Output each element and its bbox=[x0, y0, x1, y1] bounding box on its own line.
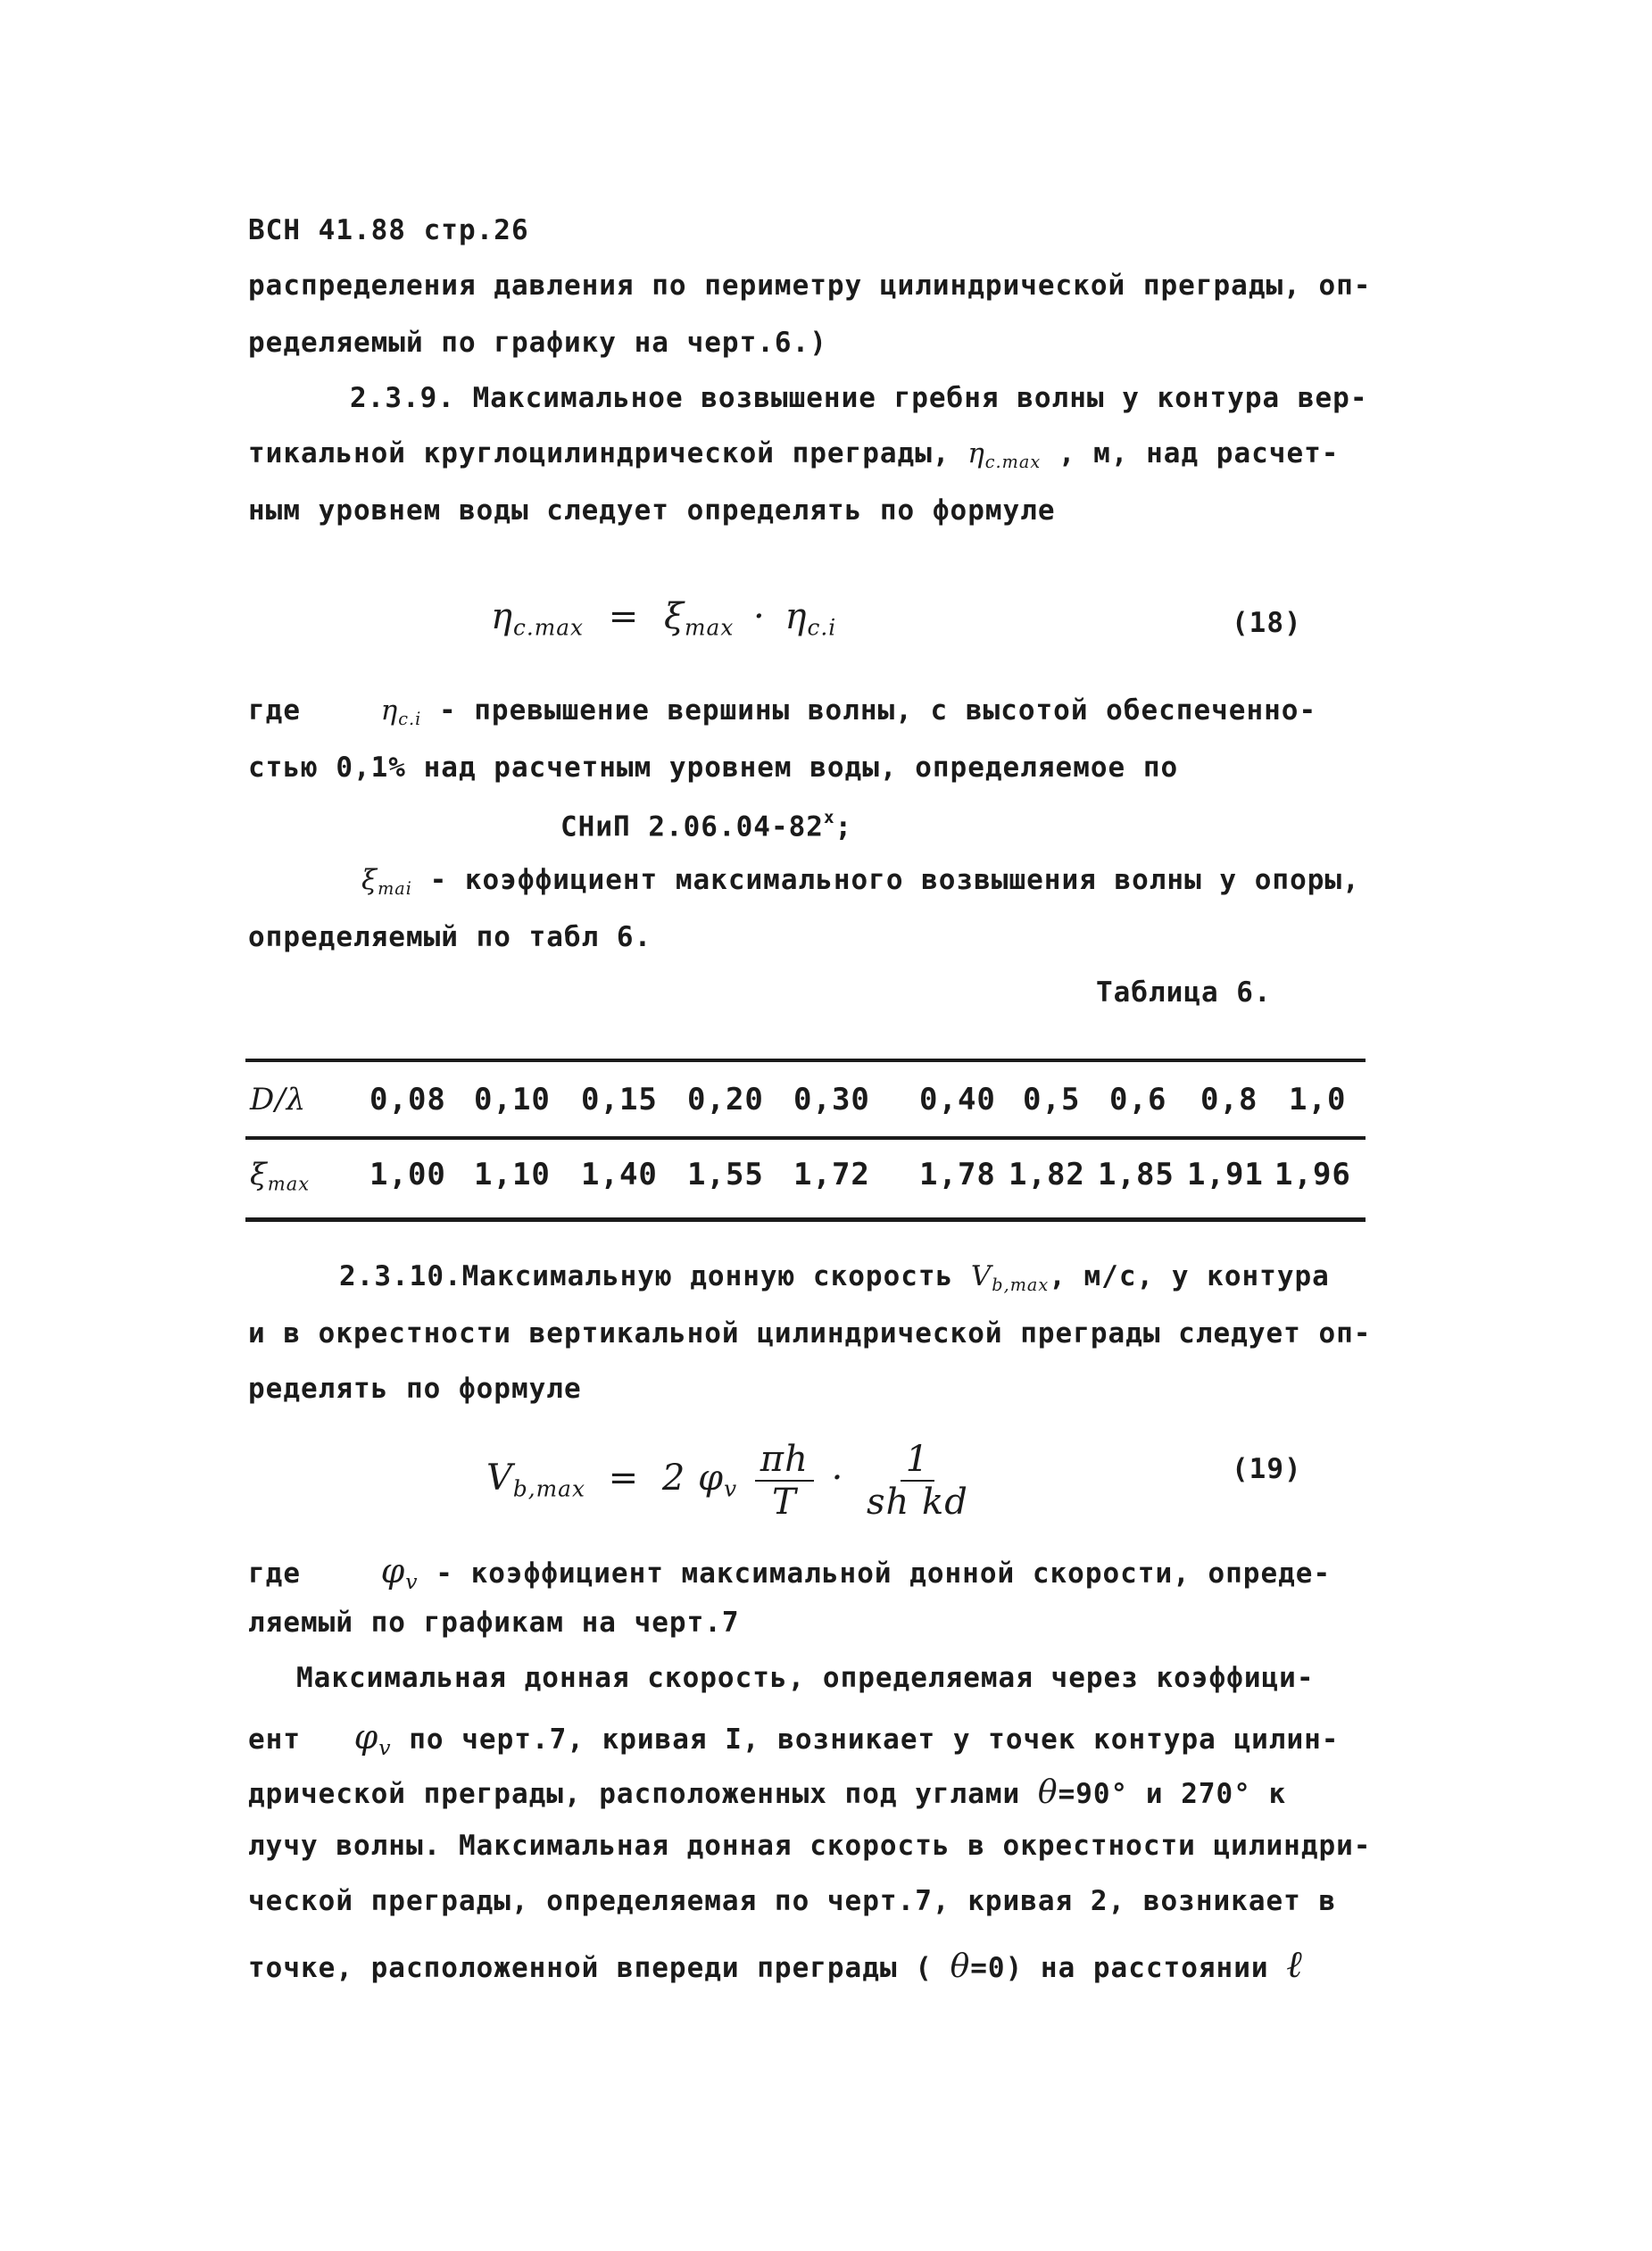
table-bottom-rule bbox=[245, 1217, 1366, 1222]
table-cell: 1,96 bbox=[1274, 1157, 1351, 1192]
formula-19: $V_{b,max} = 2$ $\varphi_v$ $\frac{\pi h}{T}$ · $\frac{1}{\text{sh kd}}$ bbox=[486, 1439, 968, 1523]
phi-v-symbol: $\varphi_v$ bbox=[353, 1717, 392, 1761]
text-line: 2.3.9. Максимальное возвышение гребня волны у контура вер- bbox=[350, 382, 1368, 414]
xi-mai-symbol: $\xi_{mai}$ bbox=[361, 864, 412, 899]
text-line: определяемый по табл 6. bbox=[248, 921, 652, 953]
text-fragment: , м, над расчет- bbox=[1058, 437, 1340, 469]
text-line: ным уровнем воды следует определять по формуле bbox=[248, 494, 1056, 527]
v-b-max-symbol: $V_{b,max}$ bbox=[970, 1260, 1050, 1295]
table-cell: 1,00 bbox=[369, 1157, 446, 1192]
text-line: распределения давления по периметру цилиндрической преграды, оп- bbox=[248, 270, 1372, 302]
table-cell: 0,10 bbox=[474, 1082, 551, 1117]
table-top-rule bbox=[245, 1059, 1366, 1062]
table-row-label-d-lambda: D/λ bbox=[250, 1082, 307, 1117]
eta-c-max-symbol: $\eta_{c.max}$ bbox=[967, 437, 1042, 472]
formula-18: $\eta_{c.max} = \xi_{max} \cdot \eta_{c.i}$ bbox=[491, 596, 837, 641]
table-cell: 1,78 bbox=[919, 1157, 996, 1192]
text-fragment: тикальной круглоцилиндрической преграды, bbox=[248, 437, 951, 469]
table-cell: 1,82 bbox=[1009, 1157, 1085, 1192]
text-line bbox=[248, 437, 1339, 472]
theta-symbol: θ bbox=[950, 1948, 971, 1985]
text-line: $\xi_{mai}$ - коэффициент максимального возвышения волны у опоры, bbox=[361, 864, 1360, 899]
text-line: ределяемый по графику на черт.6.) bbox=[248, 327, 827, 359]
text-line: лучу волны. Максимальная донная скорость в окрестности цилиндри- bbox=[248, 1830, 1372, 1862]
text-line: и в окрестности вертикальной цилиндрической преграды следует оп- bbox=[248, 1317, 1372, 1350]
ell-symbol: ℓ bbox=[1286, 1942, 1303, 1986]
table-cell: 1,85 bbox=[1098, 1157, 1175, 1192]
text-line: стью 0,1% над расчетным уровнем воды, определяемое по bbox=[248, 752, 1179, 784]
text-line: дрической преграды, расположенных под углами θ=90° и 270° к bbox=[248, 1774, 1287, 1811]
table-cell: 0,5 bbox=[1023, 1082, 1081, 1117]
text-line: где $\eta_{c.i}$ - превышение вершины волны, с высотой обеспеченно- bbox=[248, 694, 1317, 729]
table-cell: 0,6 bbox=[1109, 1082, 1167, 1117]
table-cell: 1,0 bbox=[1289, 1082, 1347, 1117]
theta-symbol: θ bbox=[1037, 1774, 1058, 1811]
text-line: где $\varphi_v$ - коэффициент максимальной донной скорости, опреде- bbox=[248, 1551, 1332, 1595]
table-middle-rule bbox=[245, 1136, 1366, 1140]
table-title: Таблица 6. bbox=[1096, 976, 1272, 1009]
table-cell: 1,91 bbox=[1187, 1157, 1264, 1192]
text-line: СНиП 2.06.04-82$^x$; bbox=[560, 807, 853, 843]
page-header: ВСН 41.88 стр.26 bbox=[248, 214, 529, 246]
table-row-label-xi-max: $\xi_{max}$ bbox=[250, 1157, 311, 1195]
eta-c-i-symbol: $\eta_{c.i}$ bbox=[380, 694, 422, 729]
phi-v-symbol: $\varphi_v$ bbox=[380, 1551, 419, 1595]
text-line: Максимальная донная скорость, определяемая через коэффици- bbox=[296, 1662, 1315, 1694]
table-cell: 0,30 bbox=[793, 1082, 870, 1117]
table-cell: 0,08 bbox=[369, 1082, 446, 1117]
equation-number: (19) bbox=[1232, 1453, 1302, 1485]
table-cell: 1,40 bbox=[581, 1157, 658, 1192]
text-line: ент $\varphi_v$ по черт.7, кривая I, возникает у точек контура цилин- bbox=[248, 1717, 1340, 1761]
table-cell: 1,72 bbox=[793, 1157, 870, 1192]
text-line: точке, расположенной впереди преграды ( θ=0) на расстоянии ℓ bbox=[248, 1942, 1303, 1986]
table-cell: 1,55 bbox=[687, 1157, 764, 1192]
table-cell: 0,8 bbox=[1200, 1082, 1258, 1117]
table-cell: 0,40 bbox=[919, 1082, 996, 1117]
table-cell: 1,10 bbox=[474, 1157, 551, 1192]
text-line: ределять по формуле bbox=[248, 1373, 582, 1405]
table-cell: 0,20 bbox=[687, 1082, 764, 1117]
text-line: ляемый по графикам на черт.7 bbox=[248, 1607, 740, 1639]
equation-number: (18) bbox=[1232, 607, 1302, 639]
table-cell: 0,15 bbox=[581, 1082, 658, 1117]
text-line: 2.3.10.Максимальную донную скорость $V_{b,max}$, м/с, у контура bbox=[339, 1260, 1330, 1295]
text-line: ческой преграды, определяемая по черт.7, кривая 2, возникает в bbox=[248, 1885, 1337, 1917]
